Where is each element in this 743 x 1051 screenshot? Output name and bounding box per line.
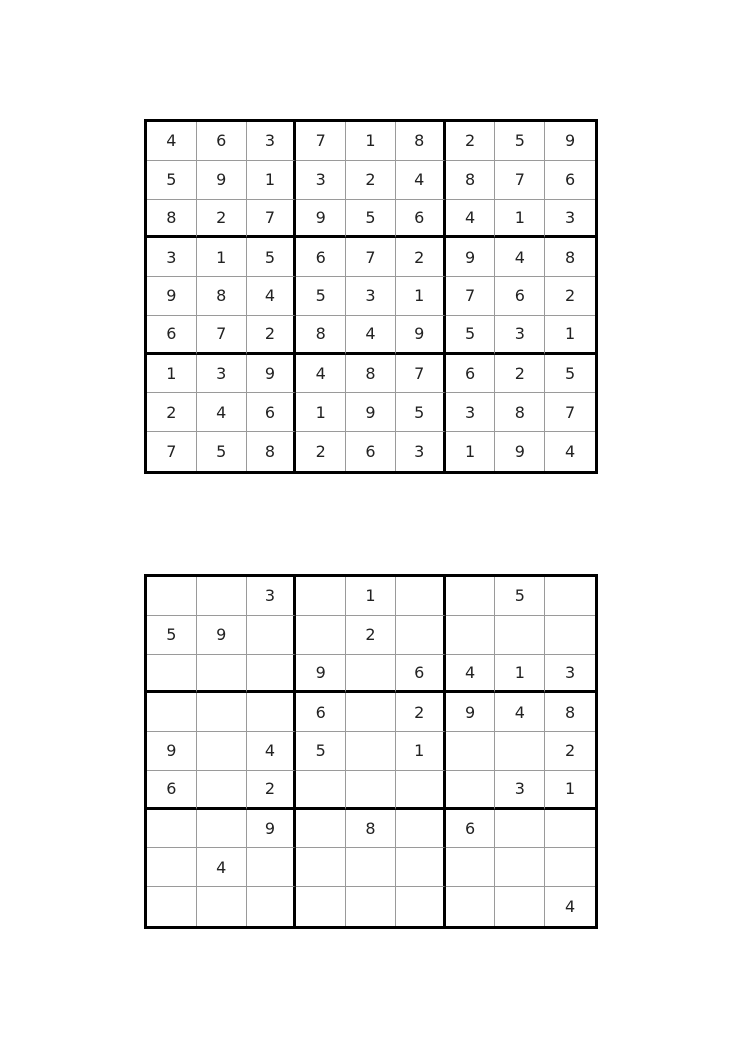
puzzle-cell-r8-c5[interactable]	[346, 848, 396, 887]
solution-cell-r8-c4: 1	[296, 393, 346, 432]
solution-cell-r6-c1: 6	[147, 316, 197, 355]
puzzle-cell-r7-c7[interactable]: 6	[446, 810, 496, 849]
puzzle-cell-r3-c2[interactable]	[197, 655, 247, 694]
puzzle-cell-r4-c5[interactable]	[346, 693, 396, 732]
solution-cell-r5-c8: 6	[495, 277, 545, 316]
solution-cell-r6-c8: 3	[495, 316, 545, 355]
solution-cell-r7-c9: 5	[545, 355, 595, 394]
solution-cell-r2-c9: 6	[545, 161, 595, 200]
solution-cell-r1-c7: 2	[446, 122, 496, 161]
puzzle-cell-r1-c4[interactable]	[296, 577, 346, 616]
puzzle-cell-r7-c3[interactable]: 9	[247, 810, 297, 849]
solution-cell-r9-c2: 5	[197, 432, 247, 471]
puzzle-cell-r2-c4[interactable]	[296, 616, 346, 655]
puzzle-cell-r9-c4[interactable]	[296, 887, 346, 926]
solution-cell-r5-c9: 2	[545, 277, 595, 316]
solution-cell-r7-c2: 3	[197, 355, 247, 394]
solution-cell-r9-c1: 7	[147, 432, 197, 471]
solution-cell-r5-c5: 3	[346, 277, 396, 316]
puzzle-cell-r5-c8[interactable]	[495, 732, 545, 771]
puzzle-cell-r1-c7[interactable]	[446, 577, 496, 616]
puzzle-cell-r3-c7[interactable]: 4	[446, 655, 496, 694]
solution-cell-r1-c3: 3	[247, 122, 297, 161]
solution-cell-r6-c6: 9	[396, 316, 446, 355]
puzzle-cell-r5-c5[interactable]	[346, 732, 396, 771]
puzzle-cell-r1-c1[interactable]	[147, 577, 197, 616]
puzzle-cell-r5-c9[interactable]: 2	[545, 732, 595, 771]
puzzle-cell-r6-c9[interactable]: 1	[545, 771, 595, 810]
puzzle-cell-r3-c9[interactable]: 3	[545, 655, 595, 694]
puzzle-cell-r6-c8[interactable]: 3	[495, 771, 545, 810]
solution-cell-r5-c1: 9	[147, 277, 197, 316]
solution-cell-r6-c4: 8	[296, 316, 346, 355]
puzzle-cell-r8-c1[interactable]	[147, 848, 197, 887]
puzzle-cell-r3-c4[interactable]: 9	[296, 655, 346, 694]
puzzle-cell-r6-c2[interactable]	[197, 771, 247, 810]
puzzle-cell-r5-c2[interactable]	[197, 732, 247, 771]
solution-cell-r7-c7: 6	[446, 355, 496, 394]
solution-cell-r9-c5: 6	[346, 432, 396, 471]
puzzle-cell-r8-c9[interactable]	[545, 848, 595, 887]
solution-cell-r5-c7: 7	[446, 277, 496, 316]
puzzle-cell-r2-c5[interactable]: 2	[346, 616, 396, 655]
solution-cell-r7-c6: 7	[396, 355, 446, 394]
puzzle-cell-r1-c9[interactable]	[545, 577, 595, 616]
puzzle-cell-r7-c4[interactable]	[296, 810, 346, 849]
solution-cell-r8-c9: 7	[545, 393, 595, 432]
solution-cell-r7-c8: 2	[495, 355, 545, 394]
puzzle-cell-r1-c5[interactable]: 1	[346, 577, 396, 616]
solution-cell-r3-c8: 1	[495, 200, 545, 239]
solution-cell-r3-c6: 6	[396, 200, 446, 239]
solution-cell-r7-c5: 8	[346, 355, 396, 394]
puzzle-cell-r7-c5[interactable]: 8	[346, 810, 396, 849]
puzzle-cell-r3-c5[interactable]	[346, 655, 396, 694]
puzzle-cell-r9-c8[interactable]	[495, 887, 545, 926]
puzzle-cell-r5-c6[interactable]: 1	[396, 732, 446, 771]
solution-cell-r2-c7: 8	[446, 161, 496, 200]
solution-cell-r8-c3: 6	[247, 393, 297, 432]
solution-cell-r1-c5: 1	[346, 122, 396, 161]
puzzle-cell-r9-c7[interactable]	[446, 887, 496, 926]
solution-cell-r1-c6: 8	[396, 122, 446, 161]
puzzle-cell-r1-c2[interactable]	[197, 577, 247, 616]
solution-cell-r8-c1: 2	[147, 393, 197, 432]
puzzle-cell-r7-c6[interactable]	[396, 810, 446, 849]
solution-cell-r1-c1: 4	[147, 122, 197, 161]
solution-cell-r9-c8: 9	[495, 432, 545, 471]
solution-cell-r4-c6: 2	[396, 238, 446, 277]
solution-cell-r9-c9: 4	[565, 442, 576, 462]
solution-cell-r3-c1: 8	[147, 200, 197, 239]
solution-cell-r4-c8: 4	[495, 238, 545, 277]
puzzle-cell-r8-c3[interactable]	[247, 848, 297, 887]
puzzle-cell-r6-c4[interactable]	[296, 771, 346, 810]
solution-cell-r4-c1: 3	[147, 238, 197, 277]
puzzle-cell-r2-c9[interactable]	[545, 616, 595, 655]
puzzle-cell-r5-c4[interactable]: 5	[296, 732, 346, 771]
solution-cell-r2-c5: 2	[346, 161, 396, 200]
solution-cell-r5-c3: 4	[247, 277, 297, 316]
puzzle-cell-r4-c1[interactable]	[147, 693, 197, 732]
puzzle-cell-r4-c2[interactable]	[197, 693, 247, 732]
solution-cell-r6-c5: 4	[346, 316, 396, 355]
solution-cell-r3-c9: 3	[545, 200, 595, 239]
puzzle-cell-r4-c4[interactable]: 6	[296, 693, 346, 732]
puzzle-cell-r6-c7[interactable]	[446, 771, 496, 810]
puzzle-cell-r3-c3[interactable]	[247, 655, 297, 694]
puzzle-cell-r1-c3[interactable]: 3	[247, 577, 297, 616]
solution-cell-r8-c5: 9	[346, 393, 396, 432]
puzzle-cell-r2-c8[interactable]	[495, 616, 545, 655]
solution-cell-r8-c2: 4	[197, 393, 247, 432]
solution-cell-r2-c1: 5	[147, 161, 197, 200]
puzzle-cell-r4-c3[interactable]	[247, 693, 297, 732]
puzzle-cell-r7-c9[interactable]	[545, 810, 595, 849]
puzzle-cell-r5-c1[interactable]: 9	[147, 732, 197, 771]
puzzle-grid	[144, 574, 598, 929]
puzzle-cell-r2-c2[interactable]: 9	[197, 616, 247, 655]
puzzle-cell-r2-c3[interactable]	[247, 616, 297, 655]
puzzle-cell-r7-c8[interactable]	[495, 810, 545, 849]
puzzle-cell-r9-c6[interactable]	[396, 887, 446, 926]
solution-cell-r7-c1: 1	[147, 355, 197, 394]
solution-cell-r3-c7: 4	[446, 200, 496, 239]
puzzle-cell-r3-c1[interactable]	[147, 655, 197, 694]
solution-cell-r2-c4: 3	[296, 161, 346, 200]
puzzle-cell-r9-c2[interactable]	[197, 887, 247, 926]
solution-cell-r4-c7: 9	[446, 238, 496, 277]
solution-cell-r6-c3: 2	[247, 316, 297, 355]
solution-cell-r1-c8: 5	[495, 122, 545, 161]
puzzle-cell-r8-c6[interactable]	[396, 848, 446, 887]
puzzle-cell-r6-c6[interactable]	[396, 771, 446, 810]
solution-cell-r6-c9: 1	[545, 316, 595, 355]
puzzle-cell-r7-c1[interactable]	[147, 810, 197, 849]
puzzle-cell-r4-c7[interactable]: 9	[446, 693, 496, 732]
solution-cell-r3-c5: 5	[346, 200, 396, 239]
puzzle-cell-r2-c1[interactable]: 5	[147, 616, 197, 655]
solution-cell-r3-c2: 2	[197, 200, 247, 239]
solution-cell-r1-c9: 9	[545, 122, 595, 161]
puzzle-cell-r1-c6[interactable]	[396, 577, 446, 616]
puzzle-cell-r4-c8[interactable]: 4	[495, 693, 545, 732]
solution-cell-r4-c5: 7	[346, 238, 396, 277]
puzzle-cell-r8-c2[interactable]: 4	[197, 848, 247, 887]
solution-cell-r2-c8: 7	[495, 161, 545, 200]
puzzle-cell-r3-c6[interactable]: 6	[396, 655, 446, 694]
solution-cell-r7-c3: 9	[247, 355, 297, 394]
solution-cell-r2-c6: 4	[396, 161, 446, 200]
puzzle-cell-r9-c9[interactable]: 4	[565, 897, 576, 917]
puzzle-cell-r1-c8[interactable]: 5	[495, 577, 545, 616]
puzzle-cell-r9-c5[interactable]	[346, 887, 396, 926]
puzzle-cell-r6-c1[interactable]: 6	[147, 771, 197, 810]
solution-cell-r4-c3: 5	[247, 238, 297, 277]
solution-cell-r5-c6: 1	[396, 277, 446, 316]
solution-cell-r7-c4: 4	[296, 355, 346, 394]
puzzle-cell-r4-c6[interactable]: 2	[396, 693, 446, 732]
solution-cell-r2-c3: 1	[247, 161, 297, 200]
solution-cell-r1-c2: 6	[197, 122, 247, 161]
solution-cell-r4-c4: 6	[296, 238, 346, 277]
puzzle-cell-r9-c1[interactable]	[147, 887, 197, 926]
solution-cell-r4-c2: 1	[197, 238, 247, 277]
puzzle-cell-r6-c5[interactable]	[346, 771, 396, 810]
solution-cell-r3-c3: 7	[247, 200, 297, 239]
solution-cell-r2-c2: 9	[197, 161, 247, 200]
solution-cell-r6-c7: 5	[446, 316, 496, 355]
puzzle-cell-r8-c7[interactable]	[446, 848, 496, 887]
puzzle-cell-r4-c9[interactable]: 8	[545, 693, 595, 732]
solution-cell-r9-c3: 8	[247, 432, 297, 471]
solution-cell-r9-c4: 2	[296, 432, 346, 471]
solution-cell-r5-c4: 5	[296, 277, 346, 316]
solution-cell-r3-c4: 9	[296, 200, 346, 239]
solution-cell-r9-c7: 1	[446, 432, 496, 471]
solution-cell-r4-c9: 8	[545, 238, 595, 277]
puzzle-cell-r3-c8[interactable]: 1	[495, 655, 545, 694]
solution-cell-r5-c2: 8	[197, 277, 247, 316]
puzzle-cell-r8-c4[interactable]	[296, 848, 346, 887]
puzzle-cell-r5-c3[interactable]: 4	[247, 732, 297, 771]
puzzle-cell-r6-c3[interactable]: 2	[247, 771, 297, 810]
puzzle-cell-r2-c6[interactable]	[396, 616, 446, 655]
puzzle-cell-r5-c7[interactable]	[446, 732, 496, 771]
puzzle-cell-r2-c7[interactable]	[446, 616, 496, 655]
puzzle-cell-r7-c2[interactable]	[197, 810, 247, 849]
solution-cell-r1-c4: 7	[296, 122, 346, 161]
solution-cell-r6-c2: 7	[197, 316, 247, 355]
solution-cell-r8-c6: 5	[396, 393, 446, 432]
solution-grid	[144, 119, 598, 474]
solution-cell-r9-c6: 3	[396, 432, 446, 471]
solution-cell-r8-c7: 3	[446, 393, 496, 432]
puzzle-cell-r9-c3[interactable]	[247, 887, 297, 926]
puzzle-cell-r8-c8[interactable]	[495, 848, 545, 887]
solution-cell-r8-c8: 8	[495, 393, 545, 432]
